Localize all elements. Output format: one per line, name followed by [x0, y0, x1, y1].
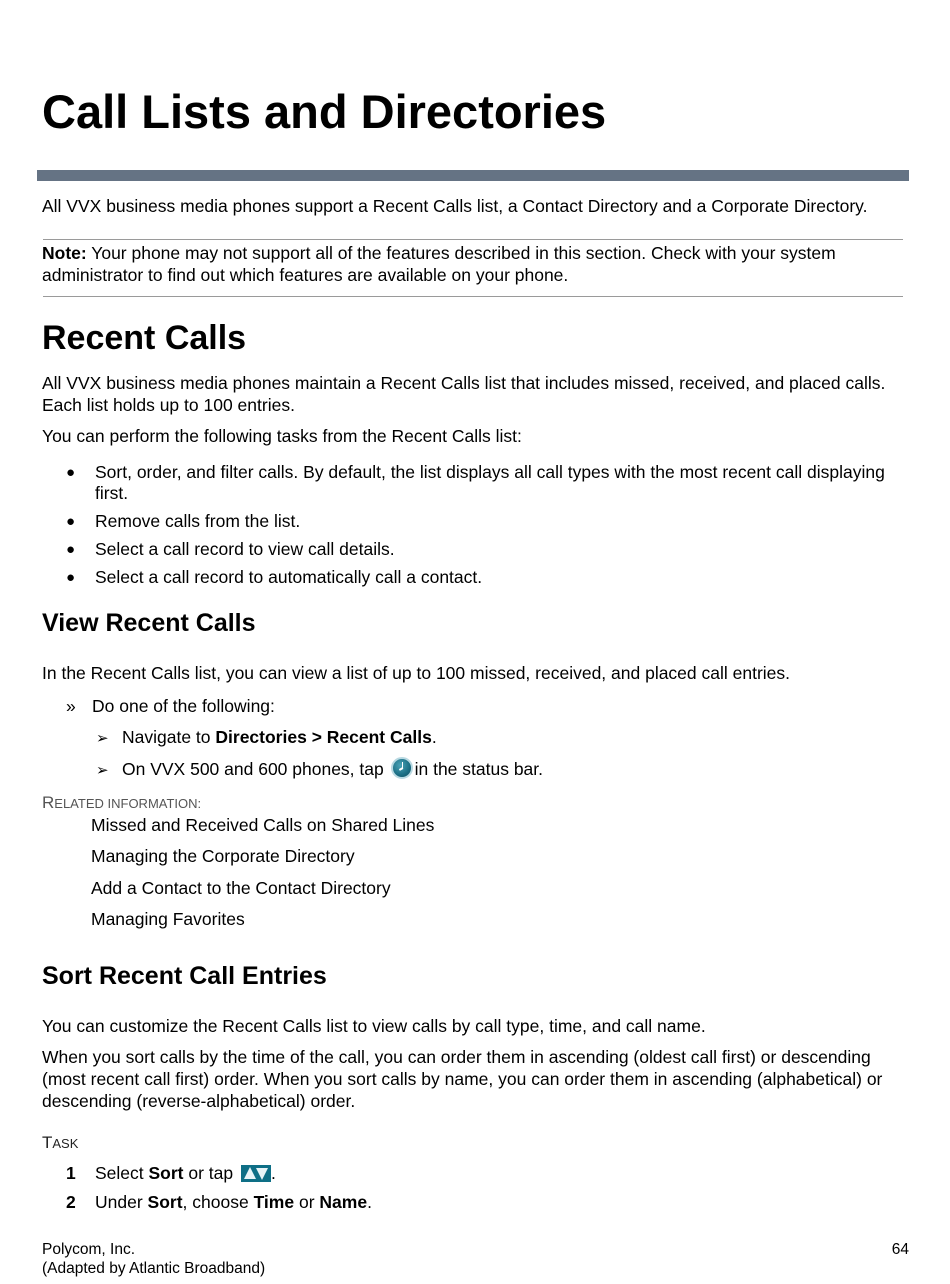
task-step-1 [66, 1162, 276, 1184]
title-rule [37, 170, 909, 181]
procedure-step [66, 695, 275, 717]
step-text: or tap [183, 1163, 238, 1183]
recent-calls-heading: Recent Calls [42, 319, 247, 357]
time-option: Time [253, 1192, 295, 1212]
recent-calls-para-2: You can perform the following tasks from the Recent Calls list: [42, 426, 522, 446]
related-links [91, 814, 434, 939]
list-item-text: Sort, order, and filter calls. By default, the list displays all call types with the most recent call displaying first. [95, 462, 885, 503]
sub-step-text: Navigate to [122, 727, 216, 747]
sort-para-2: When you sort calls by the time of the call, you can order them in ascending (oldest call first) or descending (most recent call first) order. When you sort calls by name, you can order them in ascending (alphabetical) or descending (reverse-alphabetical) order. [42, 1047, 883, 1111]
recent-calls-para-1: All VVX business media phones maintain a Recent Calls list that includes missed, received, and placed calls. Each list holds up to 100 entries. [42, 373, 886, 415]
bullet-icon: ● [66, 513, 76, 530]
intro-paragraph: All VVX business media phones support a Recent Calls list, a Contact Directory and a Corporate Directory. [42, 196, 868, 216]
step-text: or [294, 1192, 320, 1212]
step-marker-icon: » [66, 696, 76, 716]
note-bottom-rule [43, 296, 903, 297]
list-item [42, 511, 912, 532]
related-link[interactable]: Managing the Corporate Directory [91, 846, 355, 867]
view-recent-calls-heading: View Recent Calls [42, 609, 256, 637]
step-suffix: . [270, 1163, 276, 1183]
sort-keyword: Sort [147, 1192, 183, 1212]
arrow-bullet-icon: ➢ [96, 762, 109, 779]
related-link[interactable]: Add a Contact to the Contact Directory [91, 877, 391, 898]
task-step-2 [66, 1191, 372, 1213]
footer-adapted: (Adapted by Atlantic Broadband) [42, 1260, 266, 1277]
name-option: Name [319, 1192, 368, 1212]
page-number: 64 [891, 1241, 909, 1258]
sub-step-text: On VVX 500 and 600 phones, tap [122, 759, 389, 779]
step-text: Do one of the following: [92, 696, 275, 716]
list-item [42, 567, 912, 588]
sort-para-1: You can customize the Recent Calls list to view calls by call type, time, and call name. [42, 1016, 706, 1036]
view-recent-calls-para: In the Recent Calls list, you can view a list of up to 100 missed, received, and placed call entries. [42, 663, 791, 683]
step-number: 1 [66, 1163, 76, 1183]
step-text: , choose [182, 1192, 254, 1212]
note-text: Your phone may not support all of the features described in this section. Check with your system administrator to find out which features are available on your phone. [42, 243, 836, 285]
sub-step-navigate [96, 726, 437, 750]
sort-icon [241, 1165, 271, 1182]
related-link[interactable]: Managing Favorites [91, 908, 245, 929]
list-item [42, 462, 912, 504]
step-number: 2 [66, 1192, 76, 1212]
sub-step-suffix: . [431, 727, 437, 747]
sort-keyword: Sort [148, 1163, 184, 1183]
related-link[interactable]: Missed and Received Calls on Shared Lines [91, 815, 435, 835]
list-item-text: Select a call record to view call details. [95, 539, 395, 559]
menu-path-directories: Directories [215, 727, 307, 747]
recent-calls-clock-icon [391, 757, 413, 779]
list-item-text: Select a call record to automatically call a contact. [95, 567, 483, 587]
note-box [42, 242, 902, 286]
related-information-heading: RELATED INFORMATION: [42, 793, 202, 812]
step-suffix: . [367, 1192, 372, 1212]
step-text: Under [95, 1192, 148, 1212]
sort-heading: Sort Recent Call Entries [42, 962, 327, 990]
menu-path-separator: > [306, 727, 327, 747]
note-label: Note: [42, 243, 87, 263]
list-item [42, 539, 912, 560]
menu-path-recent-calls: Recent Calls [326, 727, 432, 747]
footer-company: Polycom, Inc. [42, 1241, 136, 1258]
arrow-bullet-icon: ➢ [96, 730, 109, 747]
page-title: Call Lists and Directories [42, 85, 607, 138]
bullet-icon: ● [66, 569, 76, 586]
task-heading: TASK [42, 1133, 79, 1152]
bullet-icon: ● [66, 464, 76, 481]
bullet-icon: ● [66, 541, 76, 558]
list-item-text: Remove calls from the list. [95, 511, 301, 531]
sub-step-suffix: in the status bar. [414, 759, 544, 779]
recent-calls-task-list [42, 462, 912, 595]
step-text: Select [95, 1163, 149, 1183]
note-top-rule [43, 239, 903, 240]
sub-step-tap [96, 757, 543, 782]
